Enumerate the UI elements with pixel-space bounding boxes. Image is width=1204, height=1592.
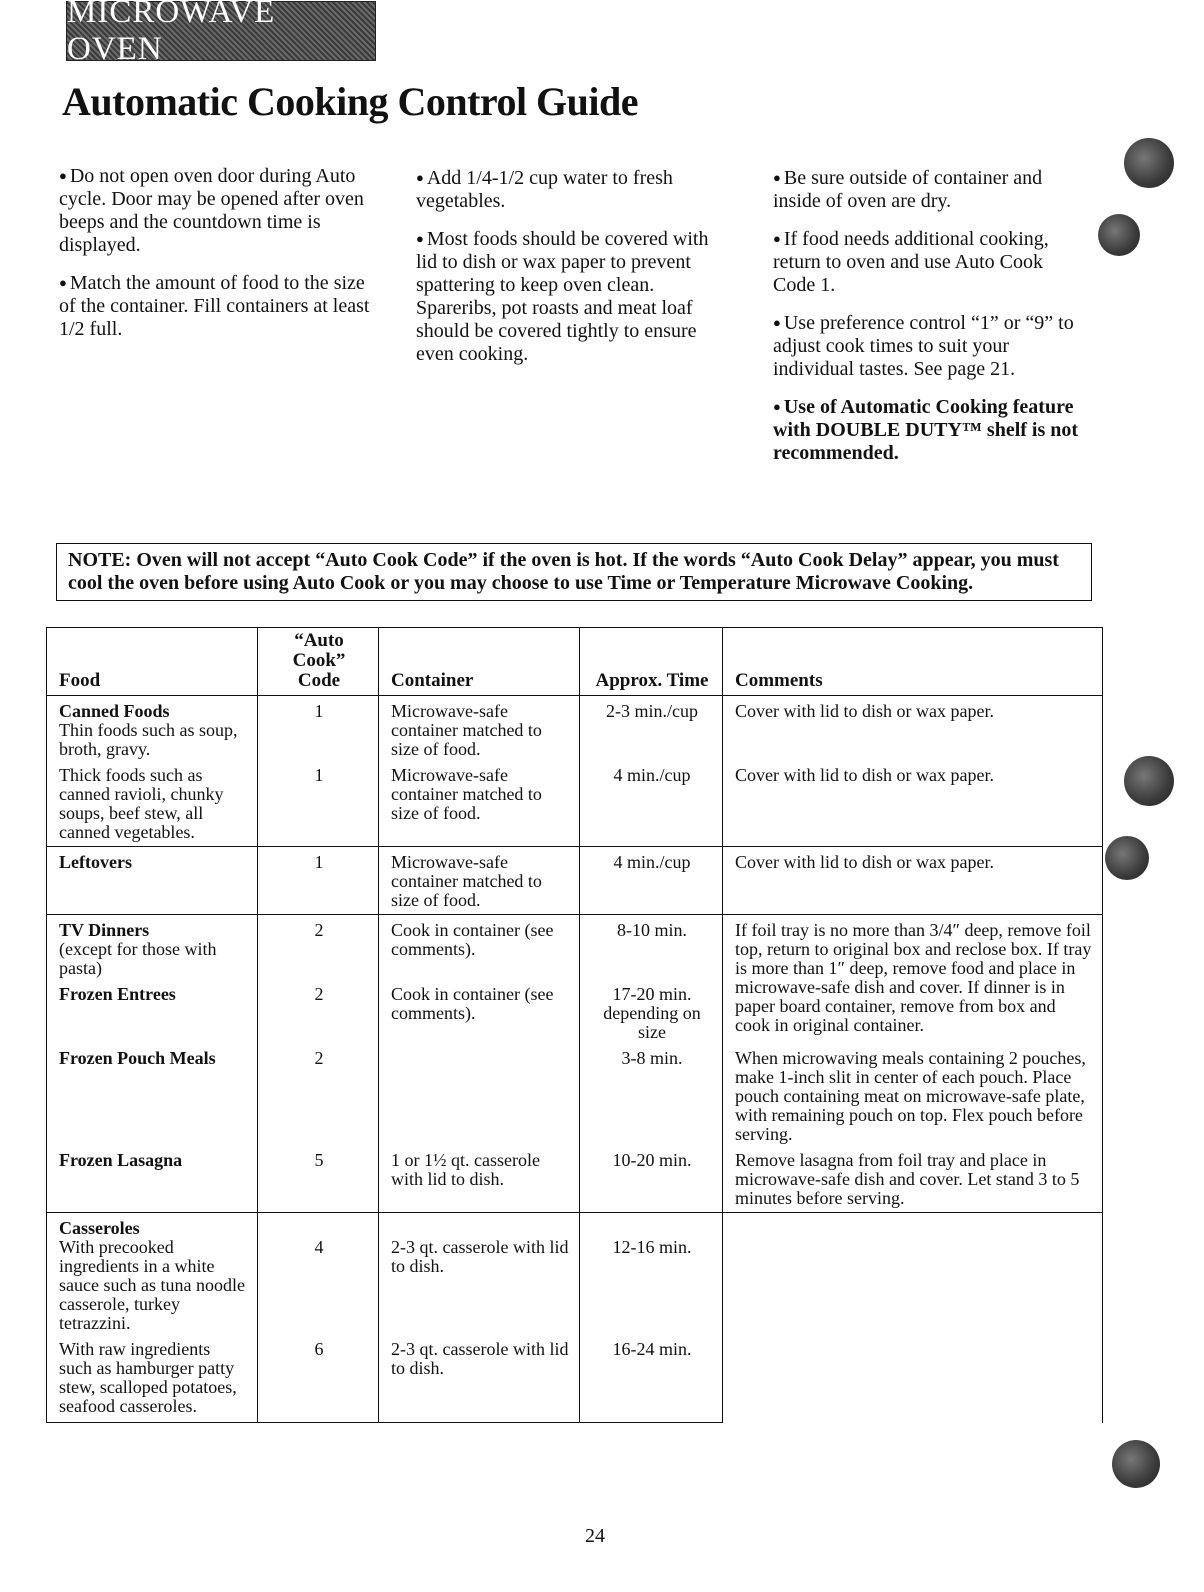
tip: ● Do not open oven door during Auto cycle. Door may be opened after oven beeps and the countdown time is displayed.: [59, 165, 364, 256]
punch-hole: [1112, 1440, 1160, 1488]
time-cell: 16-24 min.: [580, 1337, 723, 1423]
page-number: 24: [585, 1525, 605, 1547]
header-time: Approx. Time: [580, 628, 723, 696]
container-cell: 2-3 qt. casserole with lid to dish.: [379, 1337, 580, 1423]
time-cell: 17-20 min. depending on size: [580, 982, 723, 1046]
time-cell: 4 min./cup: [580, 847, 723, 915]
food-cell: Leftovers: [47, 847, 258, 915]
food-cell: Thick foods such as canned ravioli, chunky soups, beef stew, all canned vegetables.: [47, 763, 258, 847]
table-row: [47, 847, 1103, 915]
bullet-icon: ●: [59, 275, 67, 290]
comments-cell: Cover with lid to dish or wax paper.: [723, 847, 1103, 915]
container-cell: 1 or 1½ qt. casserole with lid to dish.: [379, 1148, 580, 1213]
tip: ● Match the amount of food to the size of the container. Fill containers at least 1/2 full.: [59, 272, 370, 340]
food-cell: TV Dinners (except for those with pasta): [47, 915, 258, 983]
container-cell: Cook in container (see comments).: [379, 982, 580, 1046]
food-cell: With raw ingredients such as hamburger patty stew, scalloped potatoes, seafood casseroles.: [47, 1337, 258, 1423]
punch-hole: [1098, 214, 1140, 256]
bullet-icon: ●: [773, 399, 781, 414]
container-cell: Microwave-safe container matched to size of food.: [379, 696, 580, 764]
bullet-icon: ●: [773, 231, 781, 246]
punch-hole: [1124, 138, 1174, 188]
bullet-icon: ●: [773, 170, 781, 185]
comments-cell: Cover with lid to dish or wax paper.: [723, 763, 1103, 847]
container-cell: Microwave-safe container matched to size of food.: [379, 847, 580, 915]
page-title: Automatic Cooking Control Guide: [62, 79, 639, 124]
tips-column-1: [59, 164, 379, 355]
tips-column-3: [773, 166, 1083, 479]
table-row: [47, 763, 1103, 847]
auto-cook-table: [46, 627, 1103, 1423]
container-cell: 2-3 qt. casserole with lid to dish.: [379, 1213, 580, 1338]
food-cell: Frozen Entrees: [47, 982, 258, 1046]
header-comments: Comments: [723, 628, 1103, 696]
comments-cell: Cover with lid to dish or wax paper.: [723, 696, 1103, 764]
bullet-icon: ●: [416, 170, 424, 185]
food-cell: Frozen Pouch Meals: [47, 1046, 258, 1148]
time-cell: 10-20 min.: [580, 1148, 723, 1213]
comments-cell: Remove lasagna from foil tray and place in microwave-safe dish and cover. Let stand 3 to 5 minutes before serving.: [723, 1148, 1103, 1213]
food-cell: Canned Foods Thin foods such as soup, broth, gravy.: [47, 696, 258, 764]
comments-cell: When microwaving meals containing 2 pouches, make 1-inch slit in center of each pouch. Place pouch containing meat on microwave-safe plate, with remaining pouch on top. Flex pouch before serving.: [723, 1046, 1103, 1148]
container-cell: Microwave-safe container matched to size of food.: [379, 763, 580, 847]
time-cell: 3-8 min.: [580, 1046, 723, 1148]
tips-column-2: [416, 166, 726, 380]
note-box: NOTE: Oven will not accept “Auto Cook Code” if the oven is hot. If the words “Auto Cook Delay” appear, you must cool the oven before using Auto Cook or you may choose to use Time or Temperature Microwave Cooking.: [56, 543, 1092, 601]
code-cell: 2: [258, 982, 379, 1046]
table-row: [47, 915, 1103, 983]
code-cell: 1: [258, 696, 379, 764]
bullet-icon: ●: [59, 168, 67, 183]
bullet-icon: ●: [416, 231, 424, 246]
time-cell: 12-16 min.: [580, 1213, 723, 1338]
food-cell: Frozen Lasagna: [47, 1148, 258, 1213]
header-food: Food: [47, 628, 258, 696]
food-cell: Casseroles With precooked ingredients in a white sauce such as tuna noodle casserole, turkey tetrazzini.: [47, 1213, 258, 1338]
tip-warning: ● Use of Automatic Cooking feature with DOUBLE DUTY™ shelf is not recommended.: [773, 396, 1079, 464]
header-container: Container: [379, 628, 580, 696]
code-cell: 4: [258, 1213, 379, 1338]
table-row: [47, 1148, 1103, 1213]
punch-hole: [1105, 836, 1149, 880]
bullet-icon: ●: [773, 315, 781, 330]
table-row: [47, 1213, 1103, 1338]
table-row: [47, 696, 1103, 764]
tip: ● Add 1/4-1/2 cup water to fresh vegetables.: [416, 167, 673, 212]
tip: ● Use preference control “1” or “9” to adjust cook times to suit your individual tastes. See page 21.: [773, 312, 1074, 380]
comments-cell: [723, 1213, 1103, 1423]
time-cell: 8-10 min.: [580, 915, 723, 983]
punch-hole: [1124, 756, 1174, 806]
time-cell: 4 min./cup: [580, 763, 723, 847]
container-cell: [379, 1046, 580, 1148]
code-cell: 2: [258, 915, 379, 983]
comments-cell: If foil tray is no more than 3/4″ deep, remove foil top, return to original box and reclose box. If tray is more than 1″ deep, remove food and place in microwave-safe dish and cover. If dinner is in paper board container, remove from box and cook in original container.: [723, 915, 1103, 1047]
time-cell: 2-3 min./cup: [580, 696, 723, 764]
code-cell: 1: [258, 763, 379, 847]
code-cell: 6: [258, 1337, 379, 1423]
table-header-row: [47, 628, 1103, 696]
container-cell: Cook in container (see comments).: [379, 915, 580, 983]
table-row: [47, 1046, 1103, 1148]
tip: ● Most foods should be covered with lid to dish or wax paper to prevent spattering to keep oven clean. Spareribs, pot roasts and meat loaf should be covered tightly to ensure even cooking.: [416, 228, 709, 365]
code-cell: 2: [258, 1046, 379, 1148]
tip: ● If food needs additional cooking, return to oven and use Auto Cook Code 1.: [773, 228, 1049, 296]
section-banner: MICROWAVE OVEN: [66, 1, 376, 61]
tip: ● Be sure outside of container and inside of oven are dry.: [773, 167, 1043, 212]
code-cell: 1: [258, 847, 379, 915]
header-code: “Auto Cook” Code: [258, 628, 379, 696]
code-cell: 5: [258, 1148, 379, 1213]
